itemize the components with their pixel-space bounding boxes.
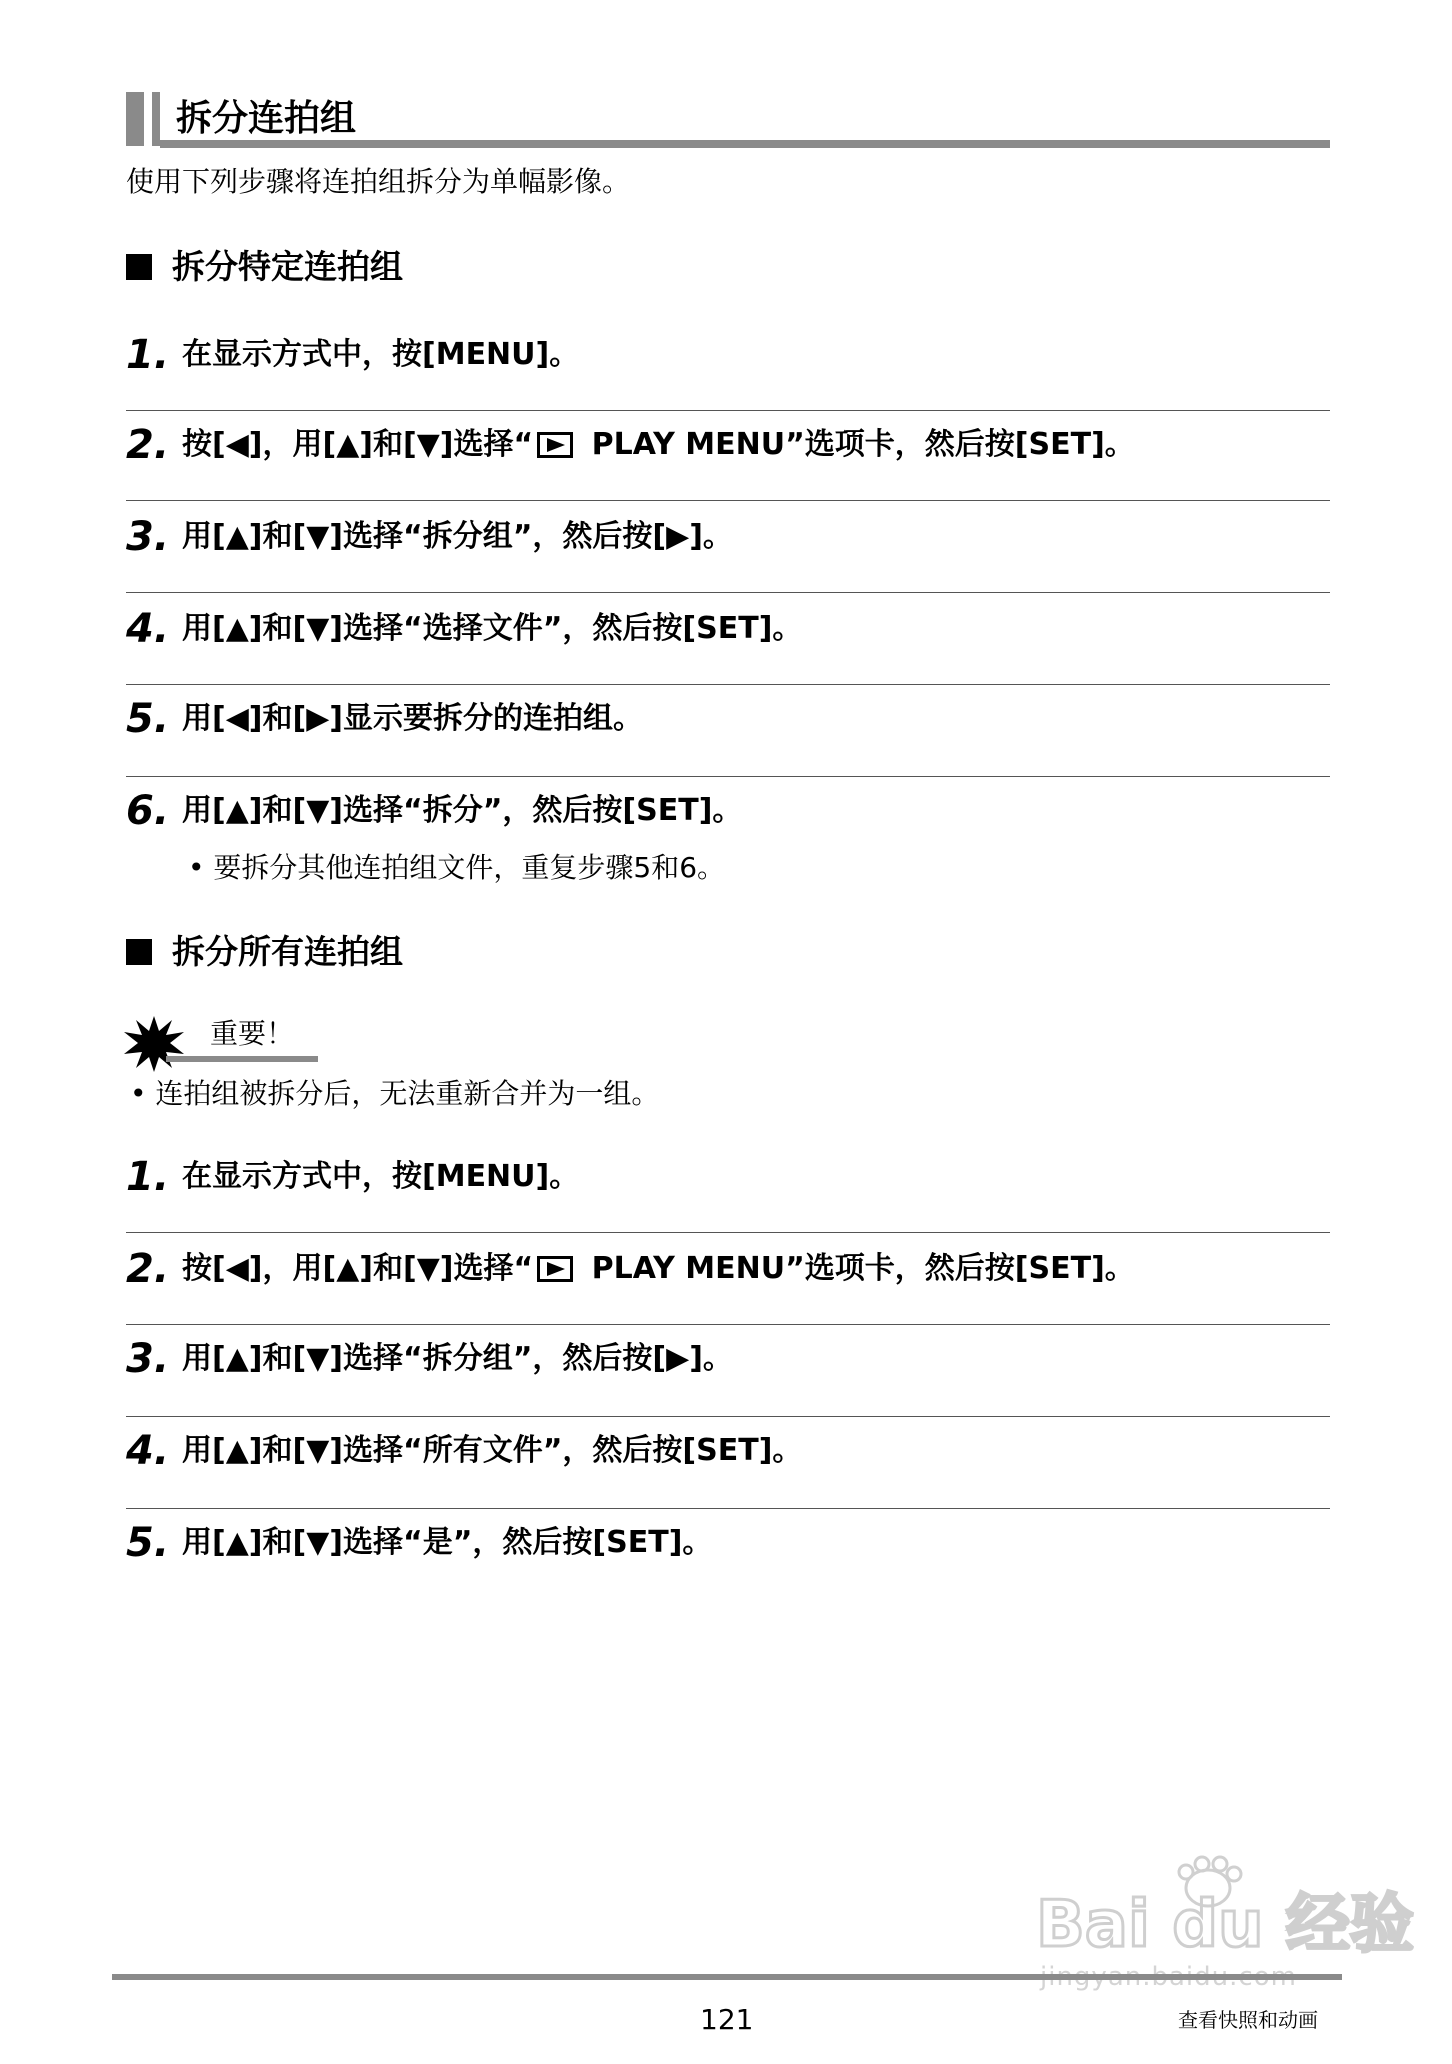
- square-bullet-icon: [126, 254, 152, 280]
- svg-text:Bai du 经验: Bai du 经验: [1036, 1888, 1414, 1962]
- starburst-icon: [124, 1016, 184, 1072]
- important-note: • 连拍组被拆分后，无法重新合并为一组。: [130, 1077, 660, 1110]
- step-number: 2.: [126, 1246, 170, 1292]
- footer-rule: [112, 1974, 1342, 1980]
- step-divider: [126, 410, 1330, 411]
- step-number: 3.: [126, 514, 170, 560]
- step-number: 1.: [126, 1154, 170, 1200]
- step-divider: [126, 776, 1330, 777]
- important-underline: [166, 1056, 318, 1062]
- step-number: 2.: [126, 422, 170, 468]
- step-divider: [126, 1508, 1330, 1509]
- step-number: 5.: [126, 696, 170, 742]
- step-text: 按[◀]，用[▲]和[▼]选择“ PLAY MENU”选项卡，然后按[SET]。: [182, 1251, 1135, 1286]
- subheading-specific: 拆分特定连拍组: [126, 245, 403, 289]
- step-divider: [126, 592, 1330, 593]
- intro-text: 使用下列步骤将连拍组拆分为单幅影像。: [126, 165, 631, 198]
- step-number: 4.: [126, 1428, 170, 1474]
- step-divider: [126, 684, 1330, 685]
- step-text: 用[▲]和[▼]选择“拆分组”，然后按[▶]。: [182, 519, 733, 554]
- step-number: 6.: [126, 788, 170, 834]
- important-label: 重要！: [210, 1017, 295, 1050]
- step-text: 用[▲]和[▼]选择“所有文件”，然后按[SET]。: [182, 1433, 803, 1468]
- title-decoration-bar-thin: [152, 92, 160, 146]
- step-text: 在显示方式中，按[MENU]。: [182, 337, 580, 372]
- square-bullet-icon: [126, 939, 152, 965]
- step-text: 按[◀]，用[▲]和[▼]选择“ PLAY MENU”选项卡，然后按[SET]。: [182, 427, 1135, 462]
- step-text: 用[▲]和[▼]选择“是”，然后按[SET]。: [182, 1525, 713, 1560]
- step-note: • 要拆分其他连拍组文件，重复步骤5和6。: [188, 851, 726, 884]
- play-mode-icon: [537, 1256, 573, 1282]
- step-text: 用[▲]和[▼]选择“拆分组”，然后按[▶]。: [182, 1341, 733, 1376]
- title-underline: [160, 140, 1330, 148]
- title-decoration-bar: [126, 92, 144, 146]
- step-text: 在显示方式中，按[MENU]。: [182, 1159, 580, 1194]
- step-divider: [126, 1416, 1330, 1417]
- step-number: 3.: [126, 1336, 170, 1382]
- step-number: 4.: [126, 606, 170, 652]
- page-title: 拆分连拍组: [176, 98, 357, 139]
- step-number: 5.: [126, 1520, 170, 1566]
- step-divider: [126, 1232, 1330, 1233]
- step-text: 用[◀]和[▶]显示要拆分的连拍组。: [182, 701, 643, 736]
- step-divider: [126, 500, 1330, 501]
- baidu-watermark-logo: [1036, 1858, 1414, 1962]
- step-number: 1.: [126, 332, 170, 378]
- step-divider: [126, 1324, 1330, 1325]
- play-mode-icon: [537, 432, 573, 458]
- step-text: 用[▲]和[▼]选择“选择文件”，然后按[SET]。: [182, 611, 803, 646]
- footer-chapter-label: 查看快照和动画: [1178, 2008, 1318, 2032]
- subheading-all: 拆分所有连拍组: [126, 930, 403, 974]
- step-text: 用[▲]和[▼]选择“拆分”，然后按[SET]。: [182, 793, 743, 828]
- page-number: 121: [700, 2003, 754, 2036]
